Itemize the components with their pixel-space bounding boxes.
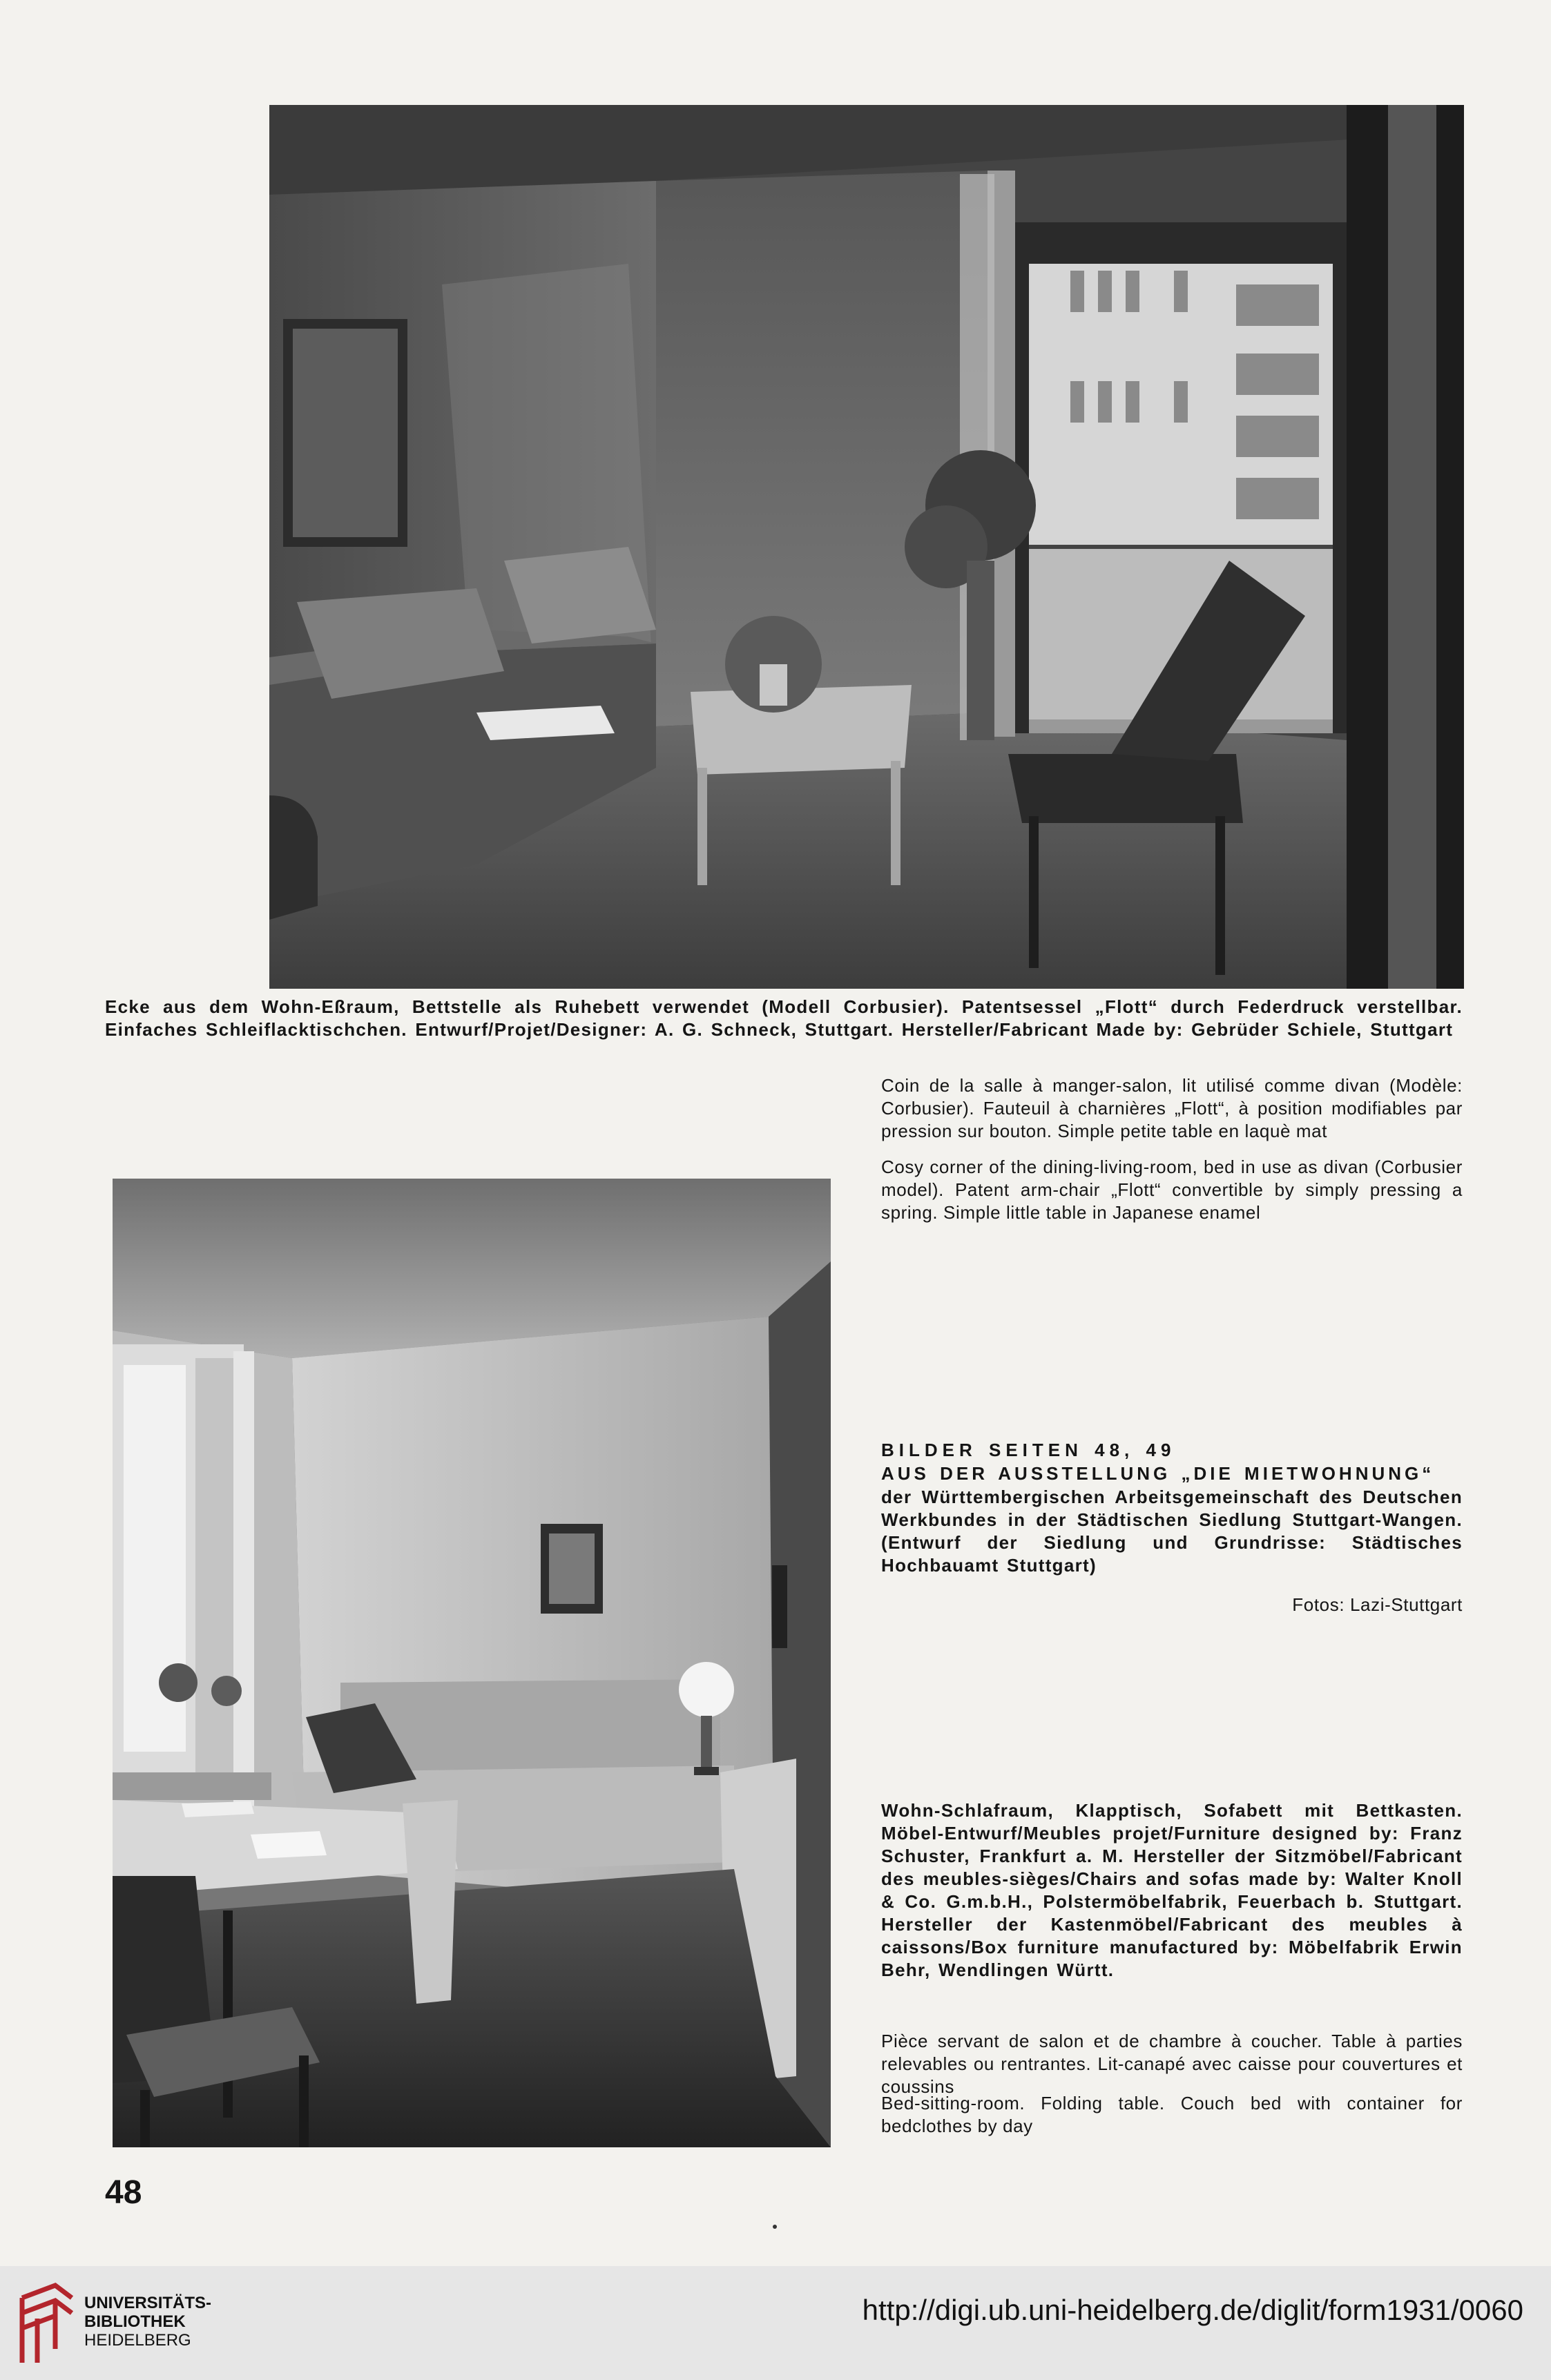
library-name [84,2294,211,2350]
caption-top-english: Cosy corner of the dining-living-room, bed in use as divan (Corbusier model). Patent arm-chair „Flott“ convertible by simply pressing a spring. Simple little table in Japanese enamel [881,1157,1463,1223]
caption-bottom-german: Wohn-Schlafraum, Klapptisch, Sofabett mit Bettkasten. Möbel-Entwurf/Meubles projet/Furniture designed by: Franz Schuster, Frankfurt a. M. Hersteller der Sitzmöbel/Fabricant des meubles-sièges/Chairs and sofas made by: Walter Knoll & Co. G.m.b.H., Polstermöbelfabrik, Feuerbach b. Stuttgart. Hersteller der Kastenmöbel/Fabricant des meubles à caissons/Box furniture manufactured by: Möbelfabrik Erwin Behr, Wendlingen Württ. [881,1800,1463,1980]
library-name-line1: UNIVERSITÄTS- [84,2294,212,2312]
photo-living-corner-image [269,105,1464,989]
caption-top-french: Coin de la salle à manger-salon, lit utilisé comme divan (Modèle: Corbusier). Fauteuil à charnières „Flott“, à position modifiables par pression sur bouton. Simple petite table en laquè mat [881,1075,1463,1141]
page-number: 48 [105,2174,142,2211]
exhibition-heading-line1: BILDER SEITEN 48, 49 [881,1440,1176,1460]
exhibition-heading-line2: AUS DER AUSSTELLUNG „DIE MIETWOHNUNG“ [881,1463,1435,1484]
caption-bottom-french: Pièce servant de salon et de chambre à coucher. Table à parties relevables ou rentrantes. Lit-canapé avec caisse pour couvertures et coussins [881,2031,1463,2097]
library-name-line3: HEIDELBERG [84,2331,191,2350]
margin-dot [773,2225,777,2229]
photo-living-corner [269,105,1464,989]
caption-top-german: Ecke aus dem Wohn-Eßraum, Bettstelle als Ruhebett verwendet (Modell Corbusier). Patentsessel „Flott“ durch Federdruck verstellbar. Einfaches Schleiflacktischchen. Entwurf/Projet/Designer: A. G. Schneck, Stuttgart. Hersteller/Fabricant Made by: Gebrüder Schiele, Stuttgart [105,996,1463,1040]
library-footer [0,2266,1551,2380]
university-library-logo-icon [17,2280,76,2368]
photo-bed-sitting-room [113,1179,831,2147]
permalink-url[interactable]: http://digi.ub.uni-heidelberg.de/diglit/form1931/0060 [862,2294,1523,2326]
photo-bed-sitting-room-image [113,1179,831,2147]
caption-bottom-english: Bed-sitting-room. Folding table. Couch bed with container for bedclothes by day [881,2093,1463,2136]
library-name-line2: BIBLIOTHEK [84,2312,186,2331]
photo-credit: Fotos: Lazi-Stuttgart [1292,1594,1463,1615]
exhibition-body: der Württembergischen Arbeitsgemeinschaft des Deutschen Werkbundes in der Städtischen Siedlung Stuttgart-Wangen. (Entwurf der Siedlung und Grundrisse: Städtisches Hochbauamt Stuttgart) [881,1487,1463,1576]
